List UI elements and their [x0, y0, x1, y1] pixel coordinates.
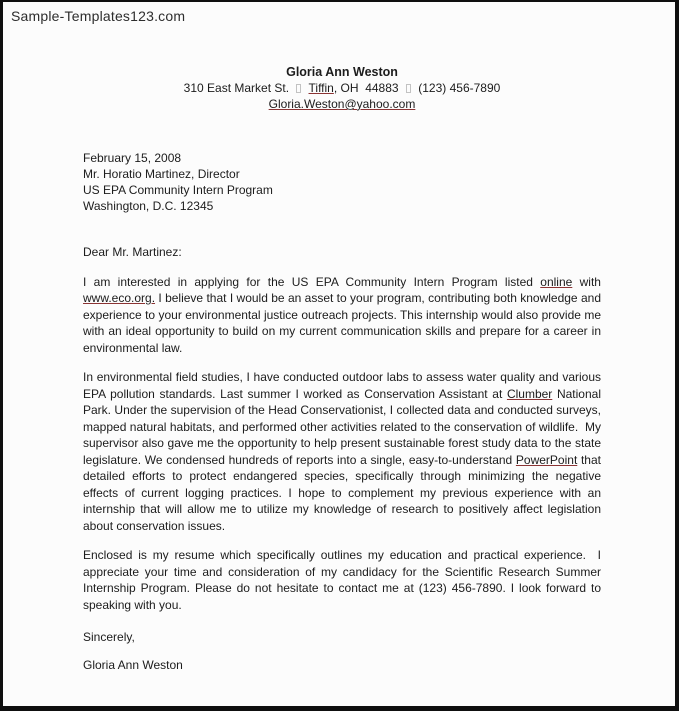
address-state-zip: , OH 44883: [333, 81, 399, 95]
sender-address-line: [83, 80, 601, 96]
paragraph-2: [83, 369, 605, 534]
address-city: Tiffin: [308, 81, 334, 95]
paragraph-2-text: that detailed efforts to protect endangered species, specifically through minimizing the negative effects of current logging practices. I hope to complement my previous experience with an internship that will allow me to utilize my knowledge of research to positively affect legislation about conservation issues.: [83, 452, 605, 533]
closing-block: [83, 629, 601, 673]
sender-phone: (123) 456-7890: [418, 81, 501, 95]
paragraph-1-text: with: [572, 274, 605, 289]
recipient-org: US EPA Community Intern Program: [83, 183, 273, 197]
letter-body: [3, 64, 675, 673]
valediction: Sincerely,: [83, 630, 135, 644]
missing-glyph-box-icon: [406, 84, 411, 93]
date-and-recipient-block: [83, 150, 601, 214]
address-street: 310 East Market St.: [183, 81, 290, 95]
paragraph-3-text: Enclosed is my resume which specifically outlines my education and practical experience. I appreciate your time and consideration of my candidacy for the Scientific Research Summer Internship Program. Please do not hesitate to contact me at (123) 456-7890. I look forward to speaking with you.: [83, 548, 605, 612]
clumber-underlined-text: Clumber: [506, 386, 553, 401]
paragraph-1: [83, 274, 605, 357]
watermark-site-name: Sample-Templates123.com: [11, 8, 186, 24]
signature-name: Gloria Ann Weston: [83, 657, 183, 672]
sender-header: [83, 64, 601, 112]
recipient-name: Mr. Horatio Martinez, Director: [83, 167, 240, 181]
missing-glyph-box-icon: [296, 84, 301, 93]
website-link[interactable]: www.eco.org.: [83, 291, 156, 305]
powerpoint-underlined-text: PowerPoint: [515, 452, 578, 467]
paragraph-1-text: I am interested in applying for the US EPA Community Intern Program listed: [83, 274, 541, 289]
recipient-city: Washington, D.C. 12345: [83, 199, 214, 213]
paragraph-2-text: National Park. Under the supervision of the Head Conservationist, I collected data and conducted surveys, mapped natural habitats, and performed other activities related to the conservation of wildlife. My supervisor also gave me the opportunity to help present sustainable forest study data to the state legislature. We condensed hundreds of reports into a single, easy-to-understand: [83, 386, 605, 467]
sender-email-line: [83, 96, 601, 112]
sender-name: Gloria Ann Weston: [286, 65, 398, 79]
letter-date: February 15, 2008: [83, 151, 182, 165]
paragraph-2-text: In environmental field studies, I have conducted outdoor labs to assess water quality and various EPA pollution standards. Last summer I worked as Conservation Assistant at: [83, 370, 605, 401]
paragraph-3: [83, 547, 605, 613]
email-link[interactable]: Gloria.Weston@yahoo.com: [268, 97, 416, 111]
online-underlined-text: online: [540, 274, 573, 289]
paragraph-1-text: I believe that I would be an asset to your program, contributing both knowledge and experience to your environmental justice outreach projects. This internship would also provide me with an ideal opportunity to build on my current communication skills and prepare for a career in environmental law.: [83, 291, 605, 355]
salutation: Dear Mr. Martinez:: [83, 245, 182, 259]
